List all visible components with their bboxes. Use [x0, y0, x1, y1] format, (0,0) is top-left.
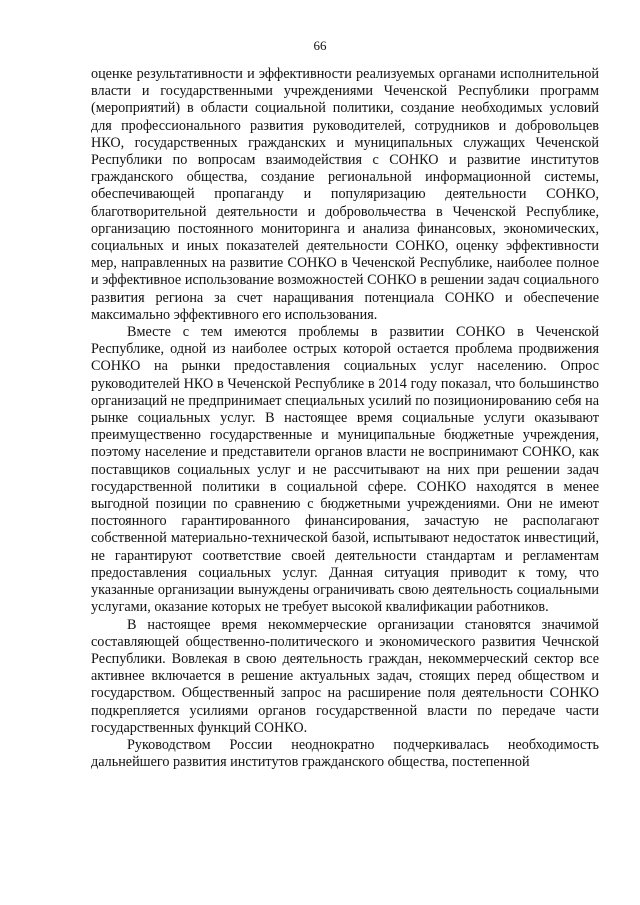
document-body [91, 66, 599, 771]
paragraph-4: Руководством России неоднократно подчеркивалась необходимость дальнейшего развития институтов гражданского общества, постепенной [91, 736, 599, 771]
paragraph-3: В настоящее время некоммерческие организации становятся значимой составляющей общественно-политического и экономического развития Чечнской Республики. Вовлекая в свою деятельность граждан, некоммерческий сектор все активнее включается в решение актуальных задач, стоящих перед обществом и государством. Общественный запрос на расширение поля деятельности СОНКО подкрепляется усилиями органов государственной власти по передаче части государственных функций СОНКО. [91, 616, 599, 736]
page-number: 66 [313, 38, 327, 53]
paragraph-1: оценке результативности и эффективности реализуемых органами исполнительной власти и государственными учреждениями Чеченской Республики программ (мероприятий) в области социальной политики, создание необходимых условий для профессионального развития руководителей, сотрудников и добровольцев НКО, государственных гражданских и муниципальных служащих Чеченской Республики по вопросам взаимодействия с СОНКО и развитие институтов гражданского общества, создание региональной информационной системы, обеспечивающей пропаганду и популяризацию деятельности СОНКО, благотворительной деятельности и добровольчества в Чеченской Республике, организацию постоянного мониторинга и анализа финансовых, экономических, социальных и иных показателей деятельности СОНКО, оценку эффективности мер, направленных на развитие СОНКО в Чеченской Республике, наиболее полное и эффективное использование возможностей СОНКО в решении задач социального развития региона за счет наращивания потенциала СОНКО и обеспечение максимально эффективного его использования. [91, 66, 599, 323]
paragraph-2: Вместе с тем имеются проблемы в развитии СОНКО в Чеченской Республике, одной из наиболее острых которой остается проблема продвижения СОНКО на рынки предоставления социальных услуг населению. Опрос руководителей НКО в Чеченской Республике в 2014 году показал, что большинство организаций не предпринимает специальных усилий по позиционированию себя на рынке социальных услуг. В настоящее время социальные услуги оказывают преимущественно государственные и муниципальные бюджетные учреждения, поэтому население и представители органов власти не воспринимают СОНКО, как поставщиков социальных услуг и не рассчитывают на них при решении задач государственной политики в социальной сфере. СОНКО находятся в менее выгодной позиции по сравнению с бюджетными учреждениями. Они не имеют постоянного гарантированного финансирования, зачастую не располагают собственной материально-технической базой, испытывают недостаток инвестиций, не гарантируют соответствие своей деятельности стандартам и регламентам предоставления социальных услуг. Данная ситуация приводит к тому, что указанные организации вынуждены ограничивать свою деятельность социальными услугами, оказание которых не требует высокой квалификации работников. [91, 324, 599, 616]
